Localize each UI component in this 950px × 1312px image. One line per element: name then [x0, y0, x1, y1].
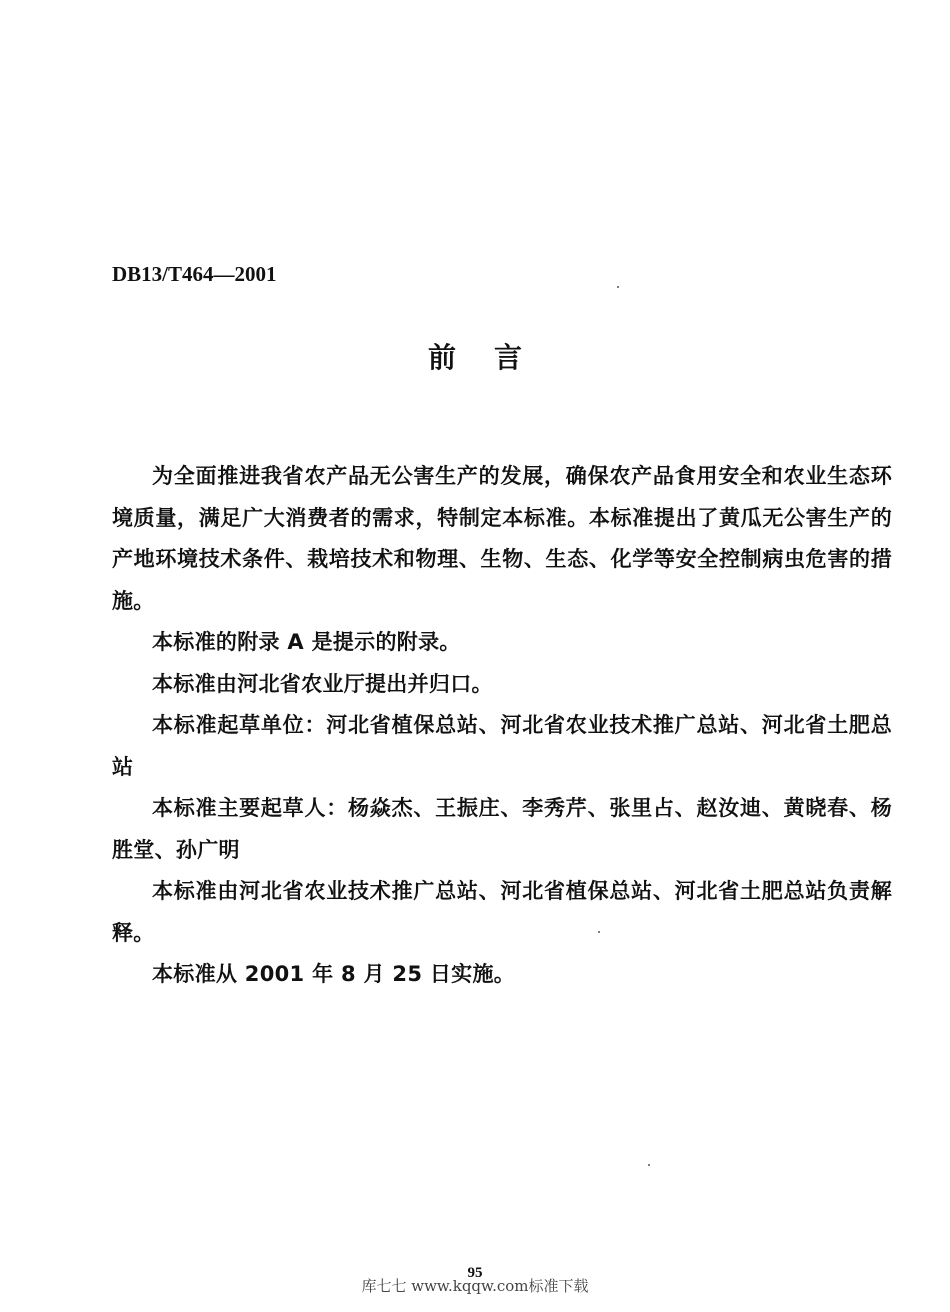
paragraph: 本标准由河北省农业技术推广总站、河北省植保总站、河北省土肥总站负责解释。 [112, 879, 892, 945]
scan-speck [648, 1164, 650, 1166]
paragraph: 本标准的附录 A 是提示的附录。 [152, 630, 461, 654]
paragraph: 为全面推进我省农产品无公害生产的发展，确保农产品食用安全和农业生态环境质量，满足广大消费者的需求，特制定本标准。本标准提出了黄瓜无公害生产的产地环境技术条件、栽培技术和物理、生物、生态、化学等安全控制病虫危害的措施。 [112, 464, 892, 613]
standard-number: DB13/T464—2001 [112, 262, 277, 286]
watermark: 库七七 www.kqqw.com标准下载 [361, 1277, 589, 1295]
scan-speck [617, 286, 619, 288]
paragraph: 本标准由河北省农业厅提出并归口。 [152, 671, 493, 696]
paragraph: 本标准从 2001 年 8 月 25 日实施。 [152, 962, 516, 986]
foreword-body [112, 456, 892, 996]
page-number: 95 [467, 1265, 483, 1281]
paragraph: 本标准主要起草人：杨焱杰、王振庄、李秀芹、张里占、赵汝迪、黄晓春、杨胜堂、孙广明 [112, 796, 892, 862]
scan-speck [598, 931, 600, 933]
paragraph: 本标准起草单位：河北省植保总站、河北省农业技术推广总站、河北省土肥总站 [112, 713, 892, 779]
page-title: 前言 [427, 341, 560, 374]
